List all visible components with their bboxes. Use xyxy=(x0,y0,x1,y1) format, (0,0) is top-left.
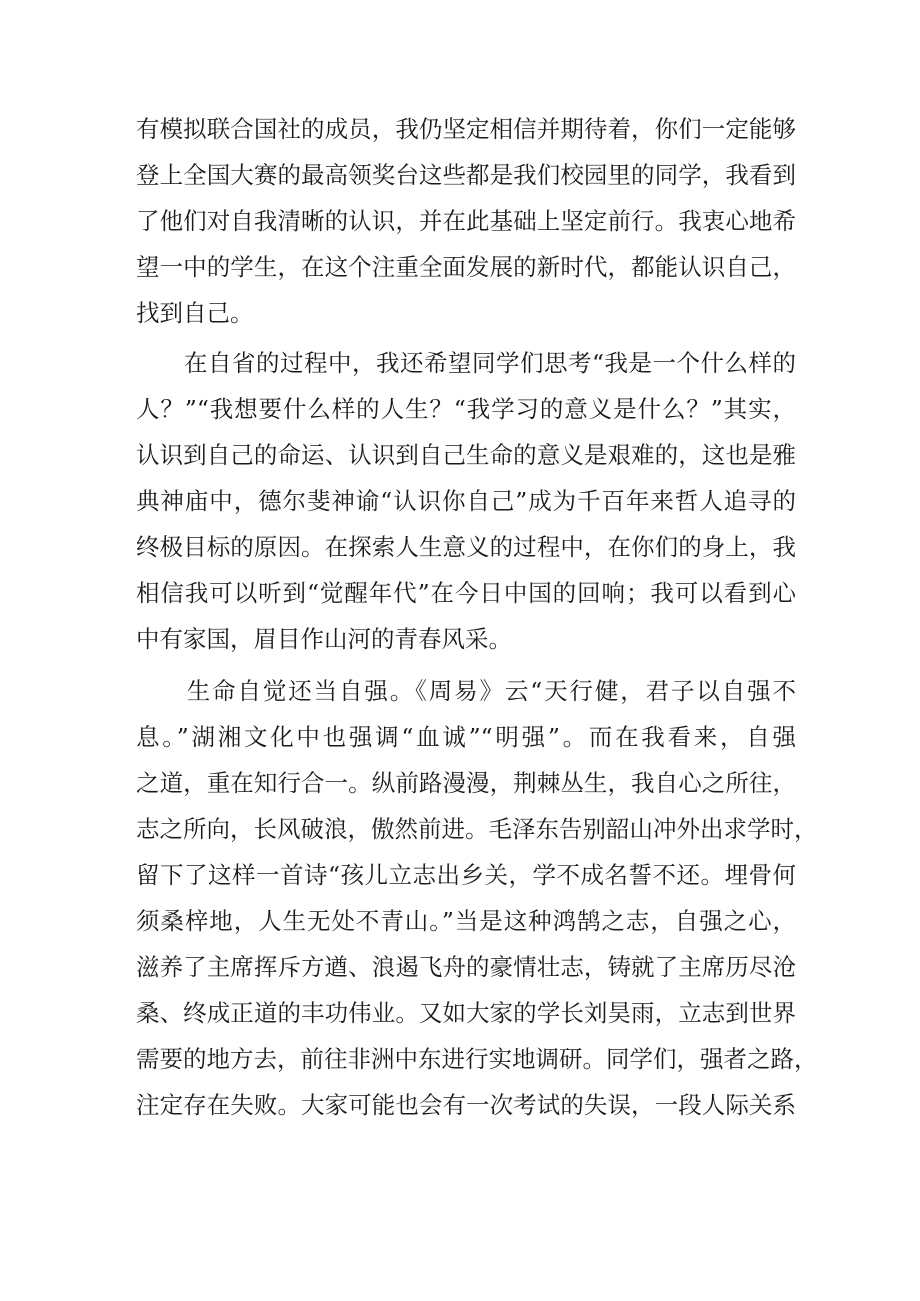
text-line: 了他们对自我清晰的认识，并在此基础上坚定前行。我衷心地希 xyxy=(136,207,796,235)
text-line: 望一中的学生，在这个注重全面发展的新时代，都能认识自己， xyxy=(136,253,796,281)
text-line: 找到自己。 xyxy=(136,299,254,327)
text-line: 中有家国，眉目作山河的青春风采。 xyxy=(136,625,512,653)
text-line: 须桑梓地，人生无处不青山。”当是这种鸿鹄之志，自强之心， xyxy=(136,907,796,935)
text-line: 认识到自己的命运、认识到自己生命的意义是艰难的，这也是雅 xyxy=(136,441,796,469)
text-line: 登上全国大赛的最高领奖台这些都是我们校园里的同学，我看到 xyxy=(136,161,796,189)
text-line: 人？”“我想要什么样的人生？“我学习的意义是什么？”其实， xyxy=(136,395,796,423)
text-line: 息。”湖湘文化中也强调“血诚”“明强”。而在我看来，自强 xyxy=(136,723,796,751)
text-line: 桑、终成正道的丰功伟业。又如大家的学长刘昊雨，立志到世界 xyxy=(136,999,796,1027)
text-line: 注定存在失败。大家可能也会有一次考试的失误，一段人际关系 xyxy=(136,1091,796,1119)
text-line: 滋养了主席挥斥方遒、浪遏飞舟的豪情壮志，铸就了主席历尽沧 xyxy=(136,953,796,981)
text-line: 有模拟联合国社的成员，我仍坚定相信并期待着，你们一定能够 xyxy=(136,115,796,143)
text-line: 需要的地方去，前往非洲中东进行实地调研。同学们，强者之路， xyxy=(136,1045,818,1073)
text-line: 典神庙中，德尔斐神谕“认识你自己”成为千百年来哲人追寻的 xyxy=(136,487,796,515)
text-line: 之道，重在知行合一。纵前路漫漫，荆棘丛生，我自心之所往， xyxy=(136,769,796,797)
text-line: 生命自觉还当自强。《周易》云“天行健，君子以自强不 xyxy=(136,677,796,705)
text-line: 终极目标的原因。在探索人生意义的过程中，在你们的身上，我 xyxy=(136,533,796,561)
text-line: 志之所向，长风破浪，傲然前进。毛泽东告别韶山冲外出求学时， xyxy=(136,815,818,843)
text-line: 在自省的过程中，我还希望同学们思考“我是一个什么样的 xyxy=(136,349,796,377)
text-line: 留下了这样一首诗“孩儿立志出乡关，学不成名誓不还。埋骨何 xyxy=(136,861,796,889)
text-line: 相信我可以听到“觉醒年代”在今日中国的回响；我可以看到心 xyxy=(136,579,796,607)
